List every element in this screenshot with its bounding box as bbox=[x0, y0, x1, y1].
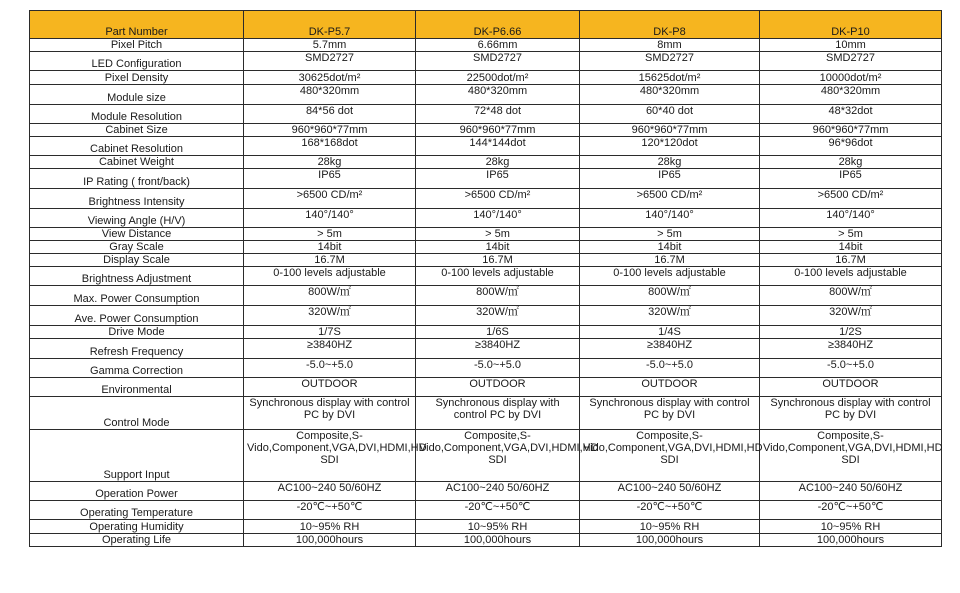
spec-value-cell: 10mm bbox=[760, 39, 942, 52]
table-row bbox=[30, 286, 942, 306]
row-label: Gamma Correction bbox=[30, 359, 244, 378]
table-row bbox=[30, 156, 942, 169]
table-row bbox=[30, 339, 942, 359]
row-label: Display Scale bbox=[30, 254, 244, 267]
table-row bbox=[30, 520, 942, 534]
spec-value-cell: Synchronous display with control PC by DVI bbox=[416, 397, 580, 430]
spec-value-cell: 10~95% RH bbox=[580, 520, 760, 534]
table-row bbox=[30, 124, 942, 137]
spec-value-cell: 28kg bbox=[416, 156, 580, 169]
spec-value-cell: 96*96dot bbox=[760, 137, 942, 156]
spec-value-cell: AC100~240 50/60HZ bbox=[244, 482, 416, 501]
spec-value-cell: AC100~240 50/60HZ bbox=[580, 482, 760, 501]
spec-value-cell: Synchronous display with control PC by DVI bbox=[760, 397, 942, 430]
spec-value-cell: > 5m bbox=[416, 228, 580, 241]
spec-value-cell: Composite,S-Vido,Component,VGA,DVI,HDMI,HD SDI bbox=[760, 430, 942, 482]
row-label: Drive Mode bbox=[30, 326, 244, 339]
spec-value-cell: SMD2727 bbox=[760, 52, 942, 71]
spec-value-cell: 6.66mm bbox=[416, 39, 580, 52]
table-row bbox=[30, 241, 942, 254]
spec-value-cell: > 5m bbox=[760, 228, 942, 241]
row-label: Module size bbox=[30, 85, 244, 105]
spec-value-cell: 480*320mm bbox=[580, 85, 760, 105]
row-label: Operating Life bbox=[30, 534, 244, 547]
table-row bbox=[30, 39, 942, 52]
spec-value-cell: 16.7M bbox=[244, 254, 416, 267]
header-part-number: Part Number bbox=[30, 11, 244, 39]
spec-value-cell: 48*32dot bbox=[760, 105, 942, 124]
spec-value-cell: 168*168dot bbox=[244, 137, 416, 156]
table-row bbox=[30, 482, 942, 501]
row-label: Module Resolution bbox=[30, 105, 244, 124]
row-label: Operation Power bbox=[30, 482, 244, 501]
spec-value-cell: 14bit bbox=[244, 241, 416, 254]
spec-value-cell: 100,000hours bbox=[416, 534, 580, 547]
spec-value-cell: -20℃~+50℃ bbox=[760, 501, 942, 520]
spec-value-cell: 16.7M bbox=[760, 254, 942, 267]
spec-value-cell: > 5m bbox=[244, 228, 416, 241]
table-row bbox=[30, 378, 942, 397]
spec-value-cell: OUTDOOR bbox=[244, 378, 416, 397]
spec-value-cell: 320W/㎡ bbox=[580, 306, 760, 326]
spec-value-cell: 100,000hours bbox=[244, 534, 416, 547]
row-label: Operating Temperature bbox=[30, 501, 244, 520]
spec-value-cell: -20℃~+50℃ bbox=[580, 501, 760, 520]
spec-value-cell: 16.7M bbox=[416, 254, 580, 267]
table-row bbox=[30, 105, 942, 124]
spec-value-cell: 0-100 levels adjustable bbox=[416, 267, 580, 286]
spec-value-cell: 15625dot/m² bbox=[580, 71, 760, 85]
spec-value-cell: OUTDOOR bbox=[580, 378, 760, 397]
row-label: Refresh Frequency bbox=[30, 339, 244, 359]
spec-value-cell: 800W/㎡ bbox=[760, 286, 942, 306]
row-label: Operating Humidity bbox=[30, 520, 244, 534]
table-row bbox=[30, 267, 942, 286]
row-label: Support Input bbox=[30, 430, 244, 482]
spec-value-cell: 100,000hours bbox=[760, 534, 942, 547]
spec-value-cell: 28kg bbox=[580, 156, 760, 169]
table-row bbox=[30, 326, 942, 339]
spec-value-cell: 0-100 levels adjustable bbox=[244, 267, 416, 286]
header-model-dk-p6-66: DK-P6.66 bbox=[416, 11, 580, 39]
spec-value-cell: IP65 bbox=[760, 169, 942, 189]
spec-value-cell: 140°/140° bbox=[580, 209, 760, 228]
spec-value-cell: >6500 CD/m² bbox=[760, 189, 942, 209]
spec-value-cell: 480*320mm bbox=[244, 85, 416, 105]
row-label: Cabinet Weight bbox=[30, 156, 244, 169]
table-row bbox=[30, 209, 942, 228]
spec-value-cell: 14bit bbox=[416, 241, 580, 254]
table-row bbox=[30, 52, 942, 71]
table-row bbox=[30, 85, 942, 105]
row-label: IP Rating ( front/back) bbox=[30, 169, 244, 189]
spec-value-cell: 140°/140° bbox=[244, 209, 416, 228]
spec-value-cell: 72*48 dot bbox=[416, 105, 580, 124]
table-row bbox=[30, 137, 942, 156]
table-row bbox=[30, 306, 942, 326]
spec-value-cell: 320W/㎡ bbox=[760, 306, 942, 326]
header-row bbox=[30, 11, 942, 39]
spec-value-cell: ≥3840HZ bbox=[760, 339, 942, 359]
spec-value-cell: -5.0~+5.0 bbox=[580, 359, 760, 378]
spec-value-cell: ≥3840HZ bbox=[580, 339, 760, 359]
spec-value-cell: 10000dot/m² bbox=[760, 71, 942, 85]
row-label: Environmental bbox=[30, 378, 244, 397]
spec-value-cell: SMD2727 bbox=[416, 52, 580, 71]
spec-value-cell: -20℃~+50℃ bbox=[416, 501, 580, 520]
row-label: Pixel Density bbox=[30, 71, 244, 85]
row-label: LED Configuration bbox=[30, 52, 244, 71]
spec-value-cell: -20℃~+50℃ bbox=[244, 501, 416, 520]
row-label: Cabinet Resolution bbox=[30, 137, 244, 156]
table-row bbox=[30, 169, 942, 189]
spec-value-cell: ≥3840HZ bbox=[244, 339, 416, 359]
row-label: Brightness Adjustment bbox=[30, 267, 244, 286]
spec-value-cell: Composite,S-Vido,Component,VGA,DVI,HDMI,HD SDI bbox=[244, 430, 416, 482]
spec-value-cell: 960*960*77mm bbox=[416, 124, 580, 137]
header-model-dk-p5-7: DK-P5.7 bbox=[244, 11, 416, 39]
spec-value-cell: 1/4S bbox=[580, 326, 760, 339]
spec-value-cell: -5.0~+5.0 bbox=[760, 359, 942, 378]
spec-value-cell: ≥3840HZ bbox=[416, 339, 580, 359]
spec-value-cell: IP65 bbox=[416, 169, 580, 189]
spec-value-cell: 800W/㎡ bbox=[580, 286, 760, 306]
row-label: Gray Scale bbox=[30, 241, 244, 254]
spec-value-cell: 1/2S bbox=[760, 326, 942, 339]
spec-value-cell: 144*144dot bbox=[416, 137, 580, 156]
spec-value-cell: 480*320mm bbox=[760, 85, 942, 105]
spec-value-cell: AC100~240 50/60HZ bbox=[760, 482, 942, 501]
spec-value-cell: 10~95% RH bbox=[244, 520, 416, 534]
spec-value-cell: Composite,S-Vido,Component,VGA,DVI,HDMI,HD SDI bbox=[580, 430, 760, 482]
spec-value-cell: 480*320mm bbox=[416, 85, 580, 105]
spec-value-cell: OUTDOOR bbox=[416, 378, 580, 397]
header-model-dk-p10: DK-P10 bbox=[760, 11, 942, 39]
spec-value-cell: >6500 CD/m² bbox=[580, 189, 760, 209]
row-label: Ave. Power Consumption bbox=[30, 306, 244, 326]
row-label: Brightness Intensity bbox=[30, 189, 244, 209]
row-label: Viewing Angle (H/V) bbox=[30, 209, 244, 228]
spec-value-cell: 84*56 dot bbox=[244, 105, 416, 124]
specification-table bbox=[29, 10, 942, 547]
spec-value-cell: -5.0~+5.0 bbox=[416, 359, 580, 378]
spec-value-cell: 5.7mm bbox=[244, 39, 416, 52]
table-row bbox=[30, 228, 942, 241]
spec-value-cell: 10~95% RH bbox=[760, 520, 942, 534]
spec-value-cell: -5.0~+5.0 bbox=[244, 359, 416, 378]
header-model-dk-p8: DK-P8 bbox=[580, 11, 760, 39]
spec-value-cell: 100,000hours bbox=[580, 534, 760, 547]
spec-value-cell: 960*960*77mm bbox=[244, 124, 416, 137]
spec-value-cell: 30625dot/m² bbox=[244, 71, 416, 85]
table-row bbox=[30, 189, 942, 209]
spec-value-cell: 1/7S bbox=[244, 326, 416, 339]
spec-value-cell: Synchronous display with control PC by DVI bbox=[244, 397, 416, 430]
table-row bbox=[30, 501, 942, 520]
row-label: Pixel Pitch bbox=[30, 39, 244, 52]
spec-value-cell: IP65 bbox=[244, 169, 416, 189]
table-row bbox=[30, 430, 942, 482]
row-label: Control Mode bbox=[30, 397, 244, 430]
spec-value-cell: 800W/㎡ bbox=[244, 286, 416, 306]
spec-value-cell: > 5m bbox=[580, 228, 760, 241]
spec-value-cell: IP65 bbox=[580, 169, 760, 189]
spec-value-cell: 14bit bbox=[580, 241, 760, 254]
spec-value-cell: 10~95% RH bbox=[416, 520, 580, 534]
spec-value-cell: 14bit bbox=[760, 241, 942, 254]
spec-value-cell: 0-100 levels adjustable bbox=[580, 267, 760, 286]
spec-value-cell: 60*40 dot bbox=[580, 105, 760, 124]
spec-value-cell: 800W/㎡ bbox=[416, 286, 580, 306]
table-row bbox=[30, 397, 942, 430]
spec-value-cell: OUTDOOR bbox=[760, 378, 942, 397]
spec-value-cell: 28kg bbox=[760, 156, 942, 169]
spec-value-cell: 320W/㎡ bbox=[416, 306, 580, 326]
spec-value-cell: 140°/140° bbox=[760, 209, 942, 228]
spec-value-cell: 16.7M bbox=[580, 254, 760, 267]
spec-value-cell: >6500 CD/m² bbox=[244, 189, 416, 209]
spec-value-cell: 320W/㎡ bbox=[244, 306, 416, 326]
row-label: View Distance bbox=[30, 228, 244, 241]
table-row bbox=[30, 254, 942, 267]
spec-value-cell: Synchronous display with control PC by DVI bbox=[580, 397, 760, 430]
spec-value-cell: 28kg bbox=[244, 156, 416, 169]
row-label: Max. Power Consumption bbox=[30, 286, 244, 306]
table-row bbox=[30, 71, 942, 85]
spec-value-cell: 22500dot/m² bbox=[416, 71, 580, 85]
table-row bbox=[30, 359, 942, 378]
spec-value-cell: 1/6S bbox=[416, 326, 580, 339]
spec-value-cell: >6500 CD/m² bbox=[416, 189, 580, 209]
spec-value-cell: SMD2727 bbox=[244, 52, 416, 71]
spec-value-cell: 120*120dot bbox=[580, 137, 760, 156]
spec-value-cell: 8mm bbox=[580, 39, 760, 52]
spec-value-cell: 960*960*77mm bbox=[760, 124, 942, 137]
row-label: Cabinet Size bbox=[30, 124, 244, 137]
spec-value-cell: AC100~240 50/60HZ bbox=[416, 482, 580, 501]
spec-value-cell: 0-100 levels adjustable bbox=[760, 267, 942, 286]
spec-value-cell: 140°/140° bbox=[416, 209, 580, 228]
spec-sheet bbox=[29, 10, 941, 547]
spec-value-cell: SMD2727 bbox=[580, 52, 760, 71]
table-row bbox=[30, 534, 942, 547]
spec-value-cell: Composite,S-Vido,Component,VGA,DVI,HDMI,HD SDI bbox=[416, 430, 580, 482]
spec-value-cell: 960*960*77mm bbox=[580, 124, 760, 137]
